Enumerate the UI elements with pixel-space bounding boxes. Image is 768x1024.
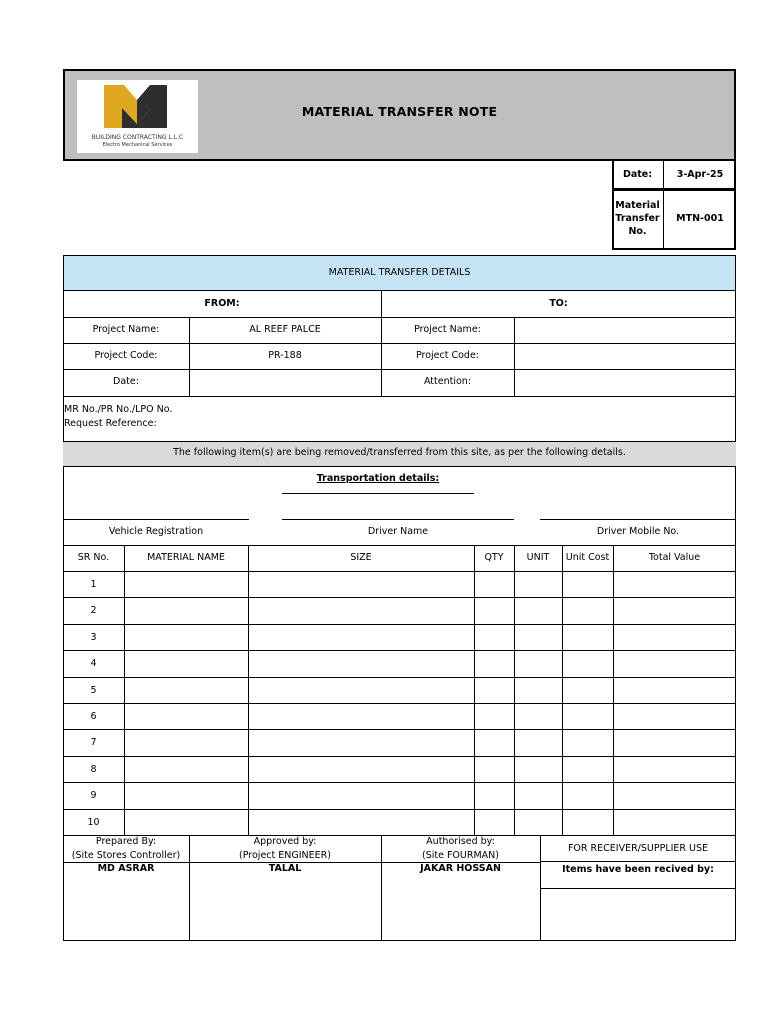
page-title: MATERIAL TRANSFER NOTE bbox=[301, 104, 498, 119]
mobile-label: Driver Mobile No. bbox=[596, 526, 680, 537]
table-row bbox=[63, 597, 736, 623]
col-unit: UNIT bbox=[526, 552, 550, 563]
cell-sr: 1 bbox=[90, 579, 97, 590]
table-row bbox=[63, 729, 736, 755]
prepared-name: MD ASRAR bbox=[97, 863, 155, 874]
notice-text: The following item(s) are being removed/transferred from this site, as per the following details. bbox=[173, 447, 626, 458]
receiver-heading: FOR RECEIVER/SUPPLIER USE bbox=[567, 843, 709, 854]
cell-sr: 7 bbox=[90, 737, 97, 749]
authorised-role: (Site FOURMAN) bbox=[422, 850, 499, 861]
prepared-label: Prepared By: bbox=[95, 836, 157, 847]
mtn-label-line2: Transfer bbox=[615, 213, 660, 224]
col-unit-cost: Unit Cost bbox=[565, 552, 610, 563]
table-row bbox=[63, 809, 736, 835]
approved-name: TALAL bbox=[268, 863, 302, 874]
attention-label: Attention: bbox=[423, 376, 472, 387]
received-label: Items have been recived by: bbox=[562, 864, 714, 875]
to-project-name-label: Project Name: bbox=[414, 324, 481, 335]
table-row bbox=[63, 703, 736, 729]
ref-line2: Request Reference: bbox=[64, 418, 157, 429]
authorised-name: JAKAR HOSSAN bbox=[420, 863, 501, 874]
col-material: MATERIAL NAME bbox=[147, 552, 225, 563]
transport-heading: Transportation details: bbox=[316, 473, 440, 484]
table-row bbox=[63, 677, 736, 703]
vehicle-label: Vehicle Registration bbox=[108, 526, 204, 537]
date-value: 3-Apr-25 bbox=[676, 169, 724, 180]
cell-sr: 3 bbox=[90, 631, 97, 643]
prepared-role: (Site Stores Controller) bbox=[71, 850, 181, 861]
mtn-value: MTN-001 bbox=[676, 213, 724, 224]
cell-sr: 10 bbox=[87, 816, 100, 828]
to-project-code-label: Project Code: bbox=[415, 350, 480, 361]
cell-sr: 5 bbox=[90, 684, 97, 696]
approved-role: (Project ENGINEER) bbox=[239, 850, 331, 861]
col-total: Total Value bbox=[648, 552, 701, 563]
logo-subtitle-text: Electro Mechanical Services bbox=[102, 142, 173, 148]
table-row bbox=[63, 782, 736, 808]
to-label: TO: bbox=[549, 298, 568, 309]
cell-sr: 2 bbox=[90, 605, 97, 617]
date-label: Date: bbox=[622, 169, 653, 180]
table-row bbox=[63, 756, 736, 782]
cell-sr: 9 bbox=[90, 790, 97, 802]
from-project-name: AL REEF PALCE bbox=[249, 324, 321, 335]
details-heading: MATERIAL TRANSFER DETAILS bbox=[328, 267, 471, 278]
table-row bbox=[63, 624, 736, 650]
col-qty: QTY bbox=[484, 552, 504, 563]
from-label: FROM: bbox=[204, 298, 240, 309]
ref-line1: MR No./PR No./LPO No. bbox=[64, 404, 173, 415]
table-row bbox=[63, 571, 736, 597]
mtn-label-line1: Material bbox=[615, 200, 660, 211]
from-project-name-label: Project Name: bbox=[92, 324, 160, 335]
cell-sr: 8 bbox=[90, 763, 97, 775]
cell-sr: 6 bbox=[90, 711, 97, 722]
from-project-code-label: Project Code: bbox=[94, 350, 158, 361]
mtn-label-line3: No. bbox=[628, 226, 647, 237]
table-row bbox=[63, 650, 736, 676]
from-date-label: Date: bbox=[113, 376, 139, 387]
from-project-code: PR-188 bbox=[268, 350, 302, 361]
cell-sr: 4 bbox=[90, 658, 97, 670]
col-size: SIZE bbox=[350, 552, 372, 563]
logo-company-text: BUILDING CONTRACTING L.L.C bbox=[91, 134, 184, 141]
authorised-label: Authorised by: bbox=[426, 836, 495, 847]
approved-label: Approved by: bbox=[253, 836, 317, 847]
driver-label: Driver Name bbox=[367, 526, 429, 537]
col-sr: SR No. bbox=[77, 552, 110, 563]
